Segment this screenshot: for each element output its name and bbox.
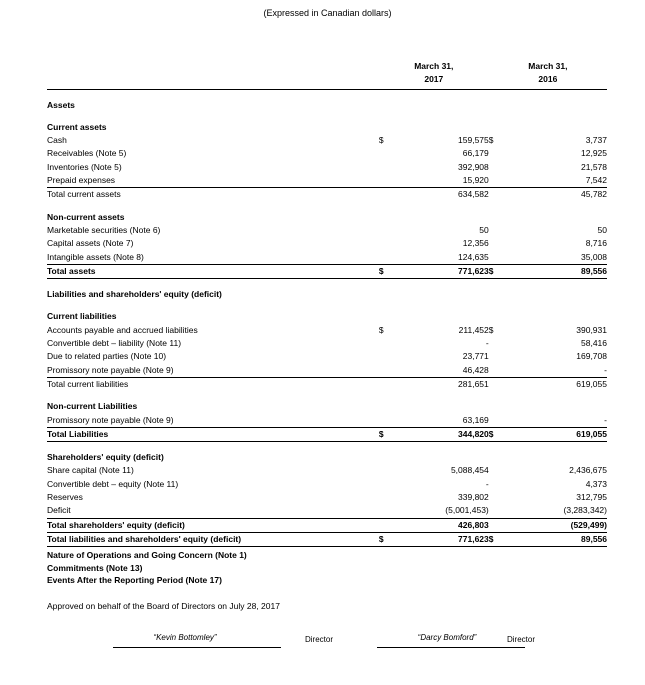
row-currency-2 — [489, 174, 504, 188]
row-value-2016: 4,373 — [585, 478, 607, 489]
row-currency-2 — [489, 188, 504, 202]
row-value-2016: 50 — [597, 224, 607, 235]
row-label: Total liabilities and shareholders' equity (deficit) — [47, 532, 379, 546]
row-value-2017: (5,001,453) — [445, 505, 489, 516]
row-currency-2: $ — [489, 264, 504, 278]
row-value-2017: 46,428 — [462, 364, 489, 375]
signature-line-1 — [113, 647, 281, 648]
row-value-2016: 58,416 — [581, 338, 607, 349]
row-currency-2: $ — [488, 135, 494, 146]
row-label: Total current assets — [47, 188, 379, 202]
row-value-2017: 12,356 — [462, 238, 489, 249]
col-2016-line1: March 31, — [528, 61, 568, 71]
row-value-2016: (529,499) — [503, 518, 607, 532]
subsection-non-current-assets — [47, 211, 607, 224]
row-label: Total assets — [47, 264, 379, 278]
row-value-2016: 390,931 — [576, 324, 607, 335]
signature-line-2 — [377, 647, 525, 648]
table-row — [47, 174, 607, 188]
col-2017-line2: 2017 — [424, 74, 444, 85]
row-value-2017: 771,623 — [393, 264, 488, 278]
total-row — [47, 188, 607, 202]
row-currency-2 — [489, 504, 504, 518]
row-currency-2: $ — [489, 427, 504, 441]
row-currency-1 — [379, 161, 394, 174]
label: Shareholders' equity (deficit) — [47, 452, 164, 463]
row-currency-1 — [379, 464, 394, 477]
row-currency-1 — [379, 224, 394, 237]
row-value-2016: - — [604, 364, 607, 375]
row-value-2017: 344,820 — [393, 427, 488, 441]
row-label: Promissory note payable (Note 9) — [47, 414, 174, 425]
row-label: Total Liabilities — [47, 427, 379, 441]
row-currency-1 — [379, 237, 394, 250]
row-value-2016: 2,436,675 — [569, 465, 607, 476]
row-value-2017: 23,771 — [462, 351, 489, 362]
grand-total-liabilities — [47, 427, 607, 441]
row-currency-1 — [379, 377, 394, 391]
row-value-2016: 7,542 — [585, 175, 607, 186]
column-header-row — [47, 60, 607, 87]
row-currency-1: $ — [379, 264, 394, 278]
row-currency-1 — [379, 491, 394, 504]
row-label: Marketable securities (Note 6) — [47, 224, 161, 235]
row-label: Reserves — [47, 492, 83, 503]
row-value-2017: 281,651 — [393, 377, 488, 391]
table-row — [47, 237, 607, 250]
balance-sheet-table — [47, 60, 607, 547]
row-currency-1 — [379, 251, 394, 265]
board-approval-text: Approved on behalf of the Board of Directors on July 28, 2017 — [47, 600, 280, 611]
row-label: Promissory note payable (Note 9) — [47, 364, 174, 375]
row-value-2016: 619,055 — [503, 377, 607, 391]
label: Current liabilities — [47, 311, 117, 322]
row-currency-2 — [489, 518, 504, 532]
table-row — [47, 478, 607, 491]
row-value-2017: 63,169 — [462, 414, 489, 425]
row-label: Convertible debt – liability (Note 11) — [47, 338, 182, 349]
row-currency-1 — [379, 174, 394, 188]
spacer — [47, 202, 607, 211]
row-currency-2 — [489, 161, 504, 174]
table-row — [47, 324, 607, 337]
column-header-2017 — [379, 60, 489, 87]
row-currency-1 — [379, 478, 394, 491]
row-value-2017: 66,179 — [462, 148, 489, 159]
row-value-2016: 619,055 — [503, 427, 607, 441]
signature-title-2: Director — [507, 634, 536, 644]
grand-total-assets — [47, 264, 607, 278]
row-currency-1 — [379, 364, 394, 378]
signature-name-2: “Darcy Bomford” — [417, 632, 477, 642]
row-value-2016: (3,283,342) — [563, 505, 607, 516]
row-value-2016: 3,737 — [585, 135, 607, 146]
row-currency-1 — [379, 518, 394, 532]
row-label: Convertible debt – equity (Note 11) — [47, 478, 179, 489]
table-row — [47, 364, 607, 378]
row-currency-2 — [489, 491, 504, 504]
document-subtitle: (Expressed in Canadian dollars) — [263, 8, 392, 18]
column-header-2016 — [489, 60, 607, 87]
row-value-2017: 124,635 — [458, 251, 489, 262]
row-currency-1 — [379, 504, 394, 518]
total-shareholders-equity — [47, 518, 607, 532]
row-value-2016: 45,782 — [503, 188, 607, 202]
row-value-2016: 35,008 — [581, 251, 607, 262]
row-value-2017: 426,803 — [393, 518, 488, 532]
note-item: Events After the Reporting Period (Note 17) — [47, 575, 222, 586]
row-currency-2 — [489, 224, 504, 237]
row-value-2016: 169,708 — [576, 351, 607, 362]
row-currency-1 — [379, 350, 394, 363]
row-value-2017: - — [485, 478, 489, 489]
label: Non-current assets — [47, 211, 125, 222]
row-currency-2 — [489, 147, 504, 160]
row-value-2016: 89,556 — [503, 532, 607, 546]
table-row — [47, 414, 607, 428]
label: Current assets — [47, 121, 107, 132]
row-label: Cash — [47, 135, 67, 146]
row-value-2016: 89,556 — [503, 264, 607, 278]
section-header-liabilities — [47, 288, 607, 301]
table-row — [47, 147, 607, 160]
row-currency-1 — [379, 414, 394, 428]
spacer — [47, 89, 607, 99]
row-currency-1 — [379, 147, 394, 160]
label: Liabilities and shareholders' equity (deficit) — [47, 289, 222, 300]
spacer — [47, 391, 607, 400]
row-currency-2 — [489, 464, 504, 477]
row-currency-2 — [489, 377, 504, 391]
spacer — [47, 112, 607, 121]
row-currency-2 — [489, 350, 504, 363]
table-row — [47, 251, 607, 265]
row-label: Total shareholders' equity (deficit) — [47, 518, 379, 532]
total-liabilities-and-equity — [47, 532, 607, 546]
row-label: Accounts payable and accrued liabilities — [47, 324, 198, 335]
row-value-2017: 15,920 — [462, 175, 489, 186]
row-currency-2 — [489, 364, 504, 378]
row-currency-2 — [489, 337, 504, 350]
row-currency-1: $ — [378, 135, 384, 146]
table-body — [47, 60, 607, 547]
row-label: Intangible assets (Note 8) — [47, 251, 144, 262]
label: Assets — [47, 99, 75, 110]
subsection-current-liabilities — [47, 310, 607, 323]
subsection-shareholders-equity — [47, 451, 607, 464]
signature-name-1: “Kevin Bottomley” — [153, 632, 217, 642]
subsection-current-assets — [47, 121, 607, 134]
spacer — [47, 279, 607, 289]
row-label: Capital assets (Note 7) — [47, 238, 134, 249]
row-currency-2 — [489, 414, 504, 428]
table-row — [47, 491, 607, 504]
row-value-2017: 339,802 — [458, 492, 489, 503]
row-currency-1: $ — [378, 324, 384, 335]
row-label: Prepaid expenses — [47, 175, 116, 186]
row-currency-1: $ — [379, 427, 394, 441]
row-currency-1: $ — [379, 532, 394, 546]
signature-title-1: Director — [305, 634, 334, 644]
row-value-2017: 211,452 — [458, 324, 489, 335]
total-row — [47, 377, 607, 391]
row-label: Inventories (Note 5) — [47, 161, 122, 172]
note-item: Commitments (Note 13) — [47, 562, 143, 573]
row-value-2016: 312,795 — [576, 492, 607, 503]
row-label: Share capital (Note 11) — [47, 465, 134, 476]
table-row — [47, 134, 607, 147]
row-value-2017: 634,582 — [393, 188, 488, 202]
signature-block — [47, 633, 607, 655]
row-value-2017: 50 — [479, 224, 489, 235]
col-2016-line2: 2016 — [538, 74, 558, 85]
table-row — [47, 350, 607, 363]
note-item: Nature of Operations and Going Concern (Note 1) — [47, 550, 247, 561]
row-value-2016: 12,925 — [581, 148, 607, 159]
row-value-2016: 21,578 — [581, 161, 607, 172]
row-currency-1 — [379, 337, 394, 350]
spacer — [47, 442, 607, 452]
row-value-2016: 8,716 — [585, 238, 607, 249]
row-value-2017: 392,908 — [458, 161, 489, 172]
row-label: Total current liabilities — [47, 377, 379, 391]
row-currency-2: $ — [488, 324, 494, 335]
table-row — [47, 337, 607, 350]
row-value-2017: 5,088,454 — [450, 465, 489, 476]
notes-list — [47, 549, 607, 587]
row-currency-2 — [489, 237, 504, 250]
table-row — [47, 224, 607, 237]
spacer — [47, 301, 607, 310]
row-value-2017: 159,575 — [458, 135, 489, 146]
row-label: Due to related parties (Note 10) — [47, 351, 167, 362]
row-currency-2: $ — [489, 532, 504, 546]
subsection-non-current-liabilities — [47, 400, 607, 413]
row-currency-2 — [489, 251, 504, 265]
label: Non-current Liabilities — [47, 401, 138, 412]
table-row — [47, 504, 607, 518]
row-value-2016: - — [604, 414, 607, 425]
row-currency-2 — [489, 478, 504, 491]
row-value-2017: - — [485, 338, 489, 349]
table-row — [47, 464, 607, 477]
col-2017-line1: March 31, — [414, 61, 454, 71]
row-label: Deficit — [47, 505, 71, 516]
table-row — [47, 161, 607, 174]
section-header-assets — [47, 99, 607, 112]
row-value-2017: 771,623 — [393, 532, 488, 546]
row-label: Receivables (Note 5) — [47, 148, 127, 159]
row-currency-1 — [379, 188, 394, 202]
